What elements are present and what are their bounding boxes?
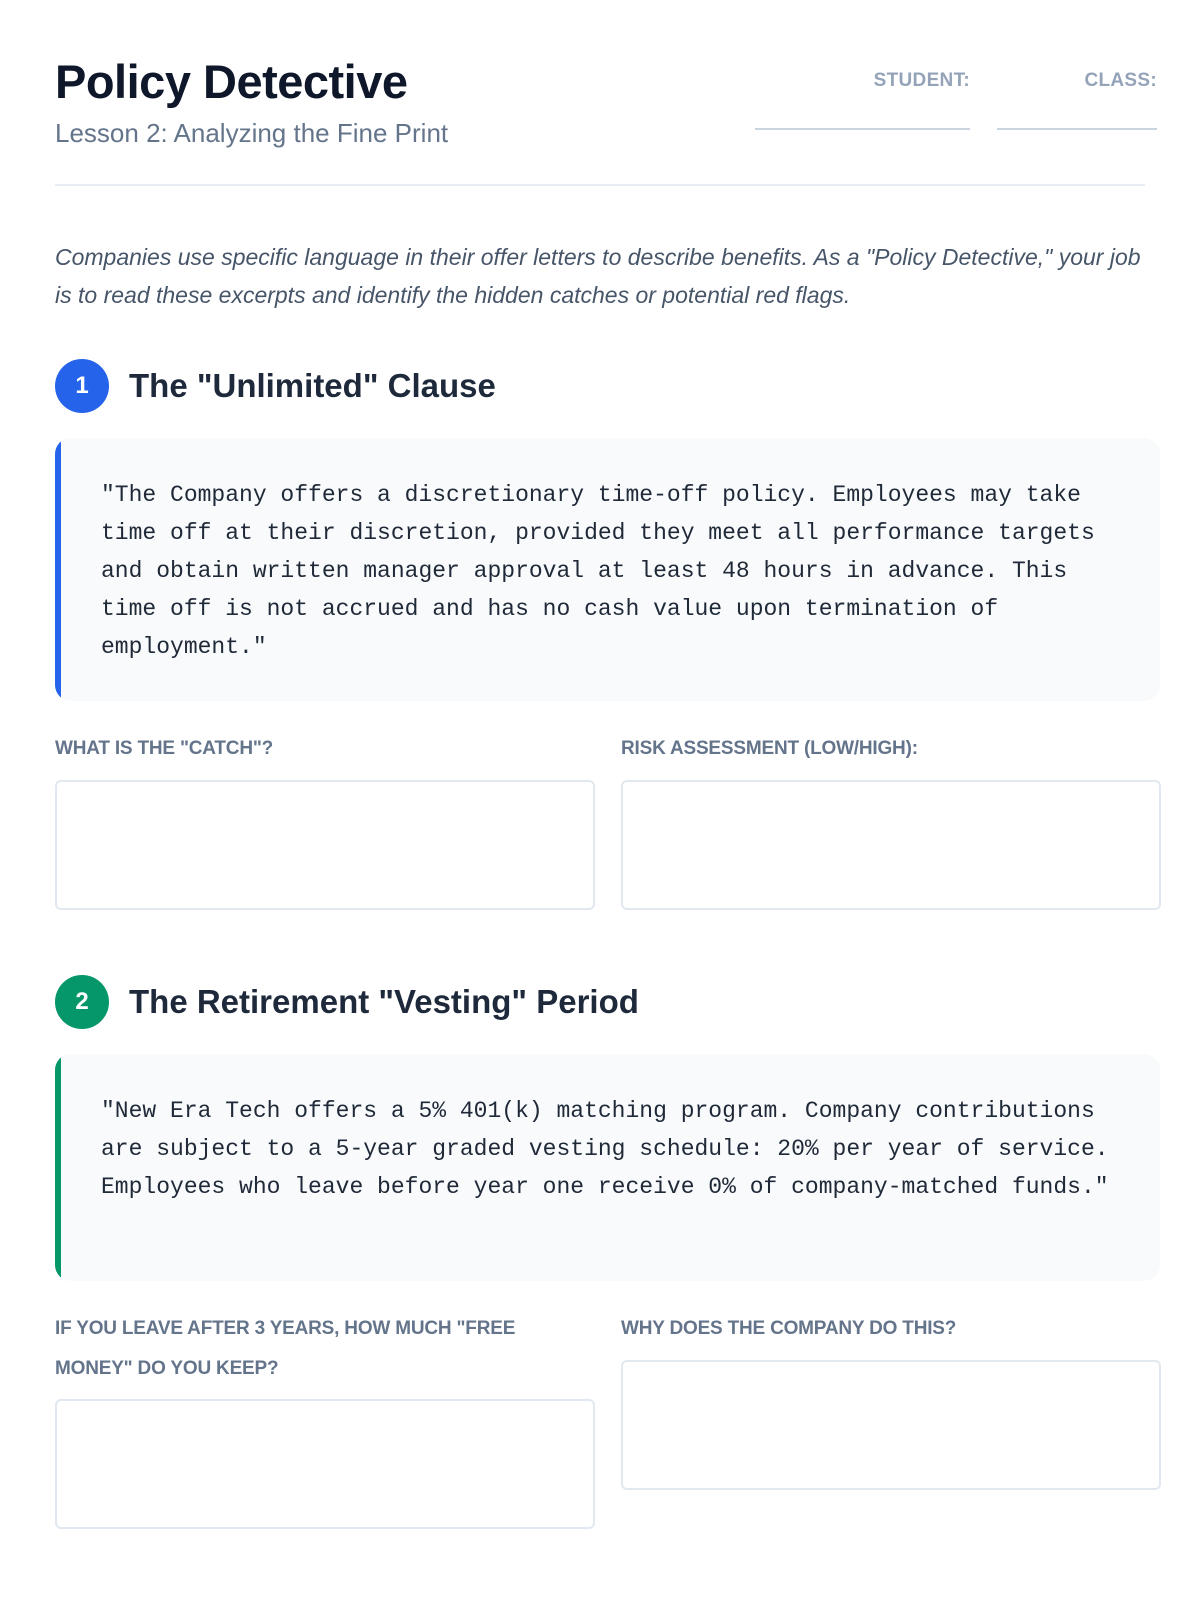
section-2-why-answer-box[interactable] [621,1360,1161,1490]
student-blank-line[interactable] [755,128,970,130]
worksheet-header [55,0,1157,186]
intro-paragraph: Companies use specific language in their offer letters to describe benefits. As a "Policy Detective," your job is to read these excerpts and identify the hidden catches or potential red flags. [55,244,1141,308]
class-blank-line[interactable] [997,128,1157,130]
lesson-subtitle: Lesson 2: Analyzing the Fine Print [55,118,449,148]
section-1-question-2-label: RISK ASSESSMENT (LOW/HIGH): [621,738,918,759]
section-1-title: The "Unlimited" Clause [129,367,496,404]
page-title: Policy Detective [55,55,408,108]
section-1-heading [55,359,496,413]
section-1-number-badge: 1 [55,359,109,413]
section-2-title: The Retirement "Vesting" Period [129,983,639,1020]
section-1-risk-answer-box[interactable] [621,780,1161,910]
student-label: STUDENT: [873,70,970,91]
section-1-question-1-label: WHAT IS THE "CATCH"? [55,738,274,759]
section-2-free-money-answer-box[interactable] [55,1399,595,1529]
class-label: CLASS: [1084,70,1157,91]
student-field[interactable] [755,70,970,130]
section-2-policy-excerpt: "New Era Tech offers a 5% 401(k) matching program. Company contributions are subject to a 5-year graded vesting schedule: 20% per year of service. Employees who leave before year one receive 0% of company-matched funds." [55,1054,1160,1281]
class-field[interactable] [997,70,1157,130]
section-2-question-2-label: WHY DOES THE COMPANY DO THIS? [621,1318,957,1339]
section-2-question-1-label: IF YOU LEAVE AFTER 3 YEARS, HOW MUCH "FREE MONEY" DO YOU KEEP? [55,1318,516,1379]
section-1-catch-answer-box[interactable] [55,780,595,910]
section-2-heading [55,975,639,1029]
section-1-policy-excerpt: "The Company offers a discretionary time-off policy. Employees may take time off at their discretion, provided they meet all performance targets and obtain written manager approval at least 48 hours in advance. This time off is not accrued and has no cash value upon termination of employment." [55,438,1160,701]
section-2-number-badge: 2 [55,975,109,1029]
